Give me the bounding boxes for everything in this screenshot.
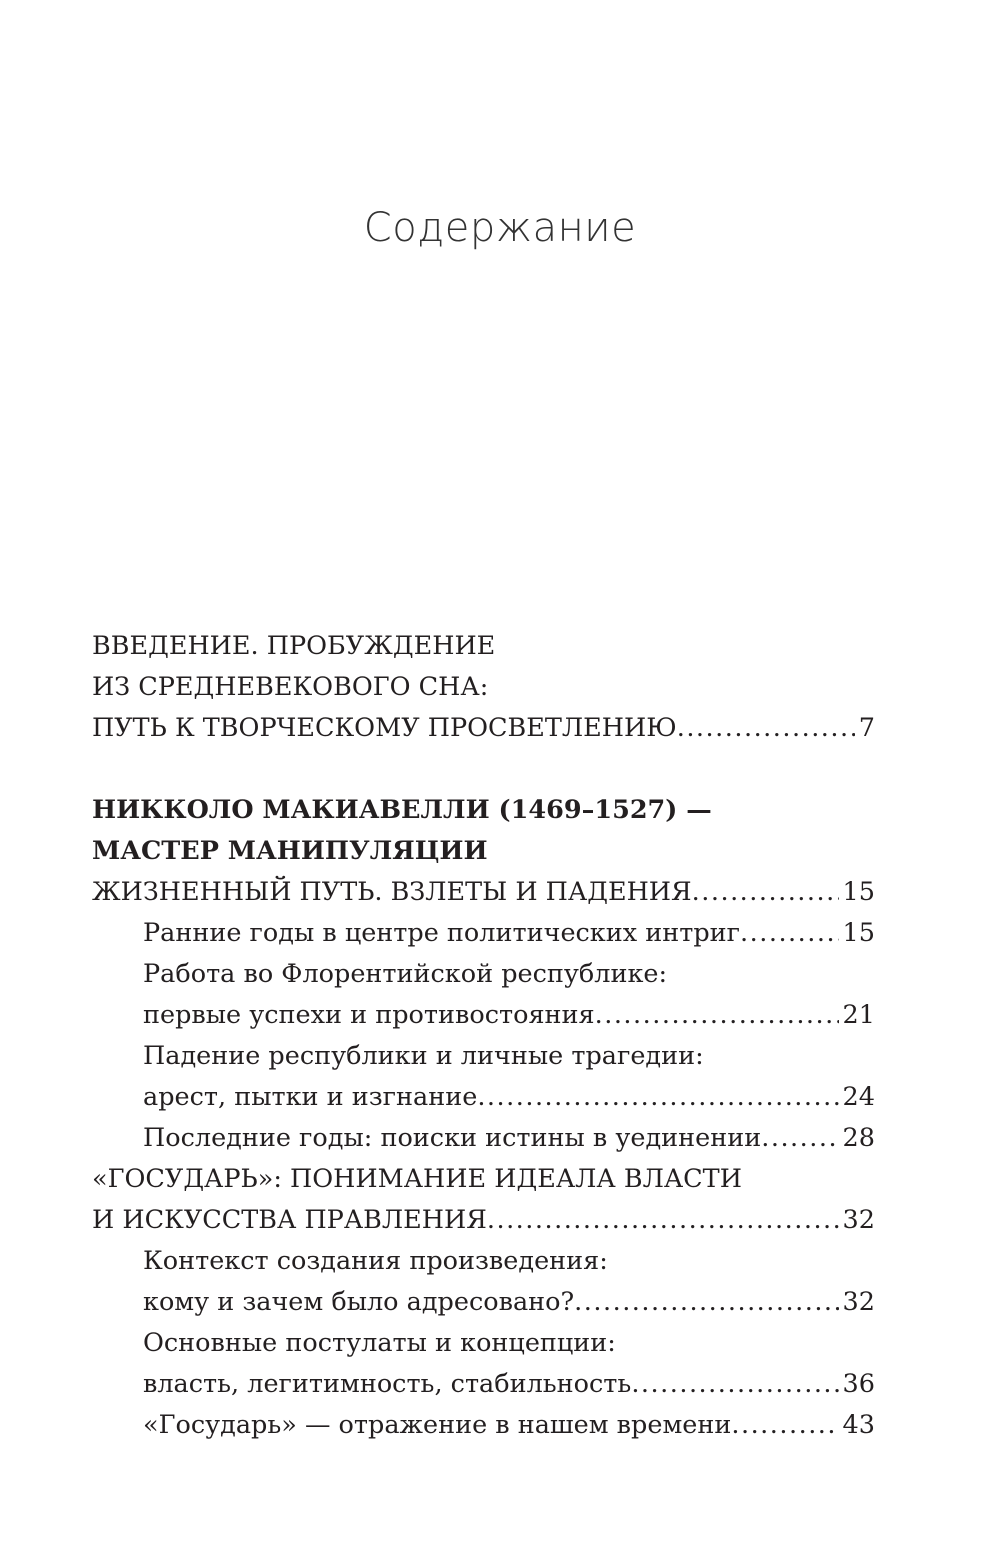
toc-entry bbox=[92, 626, 875, 667]
toc-subentry bbox=[92, 1241, 875, 1282]
toc-entry-text: первые успехи и противостояния bbox=[143, 1000, 595, 1030]
toc-entry-text: Контекст создания произведения: bbox=[143, 1246, 608, 1276]
toc-entry-text: Основные постулаты и концепции: bbox=[143, 1328, 616, 1358]
toc-subentry bbox=[92, 913, 875, 954]
toc-entry bbox=[92, 1200, 875, 1241]
dot-leader bbox=[692, 872, 839, 913]
dot-leader bbox=[761, 1118, 838, 1159]
toc-entry-text: Ранние годы в центре политических интриг bbox=[143, 918, 741, 948]
toc-entry-text: кому и зачем было адресовано? bbox=[143, 1287, 575, 1317]
toc-subentry bbox=[92, 1077, 875, 1118]
toc-entry-text: И ИСКУССТВА ПРАВЛЕНИЯ bbox=[92, 1205, 487, 1235]
toc-subentry bbox=[92, 995, 875, 1036]
dot-leader bbox=[477, 1077, 838, 1118]
section-gap bbox=[92, 749, 875, 790]
dot-leader bbox=[677, 708, 855, 749]
page-title: Содержание bbox=[363, 205, 637, 251]
table-of-contents bbox=[92, 626, 875, 1446]
dot-leader bbox=[574, 1282, 838, 1323]
toc-subentry bbox=[92, 1118, 875, 1159]
toc-entry-text: Падение республики и личные трагедии: bbox=[143, 1041, 704, 1071]
toc-entry bbox=[92, 708, 875, 749]
page-number: 28 bbox=[842, 1123, 875, 1153]
dot-leader bbox=[595, 995, 839, 1036]
page-number: 15 bbox=[842, 918, 875, 948]
toc-subentry bbox=[92, 1036, 875, 1077]
section-heading-text: МАСТЕР МАНИПУЛЯЦИИ bbox=[92, 836, 488, 866]
page-number: 32 bbox=[842, 1205, 875, 1235]
toc-entry-text: власть, легитимность, стабильность bbox=[143, 1369, 632, 1399]
toc-entry-text: арест, пытки и изгнание bbox=[143, 1082, 478, 1112]
section-heading bbox=[92, 831, 875, 872]
toc-entry-text: Работа во Флорентийской республике: bbox=[143, 959, 668, 989]
page-number: 7 bbox=[858, 713, 875, 743]
section-heading bbox=[92, 790, 875, 831]
toc-entry-text: Последние годы: поиски истины в уединении bbox=[143, 1123, 762, 1153]
toc-entry bbox=[92, 667, 875, 708]
toc-subentry bbox=[92, 1282, 875, 1323]
toc-entry-text: ВВЕДЕНИЕ. ПРОБУЖДЕНИЕ bbox=[92, 631, 496, 661]
section-heading-text: НИККОЛО МАКИАВЕЛЛИ (1469–1527) — bbox=[92, 795, 712, 825]
dot-leader bbox=[740, 913, 839, 954]
page-number: 15 bbox=[842, 877, 875, 907]
toc-entry-text: «Государь» — отражение в нашем времени bbox=[143, 1410, 732, 1440]
toc-subentry bbox=[92, 1405, 875, 1446]
page-number: 32 bbox=[842, 1287, 875, 1317]
toc-subentry bbox=[92, 1364, 875, 1405]
dot-leader bbox=[631, 1364, 838, 1405]
page-number: 21 bbox=[842, 1000, 875, 1030]
page-number: 43 bbox=[842, 1410, 875, 1440]
dot-leader bbox=[487, 1200, 839, 1241]
toc-entry-text: ПУТЬ К ТВОРЧЕСКОМУ ПРОСВЕТЛЕНИЮ bbox=[92, 713, 677, 743]
toc-entry-text: ЖИЗНЕННЫЙ ПУТЬ. ВЗЛЕТЫ И ПАДЕНИЯ bbox=[92, 877, 692, 907]
toc-entry-text: ИЗ СРЕДНЕВЕКОВОГО СНА: bbox=[92, 672, 489, 702]
toc-subentry bbox=[92, 1323, 875, 1364]
page-number: 24 bbox=[842, 1082, 875, 1112]
toc-entry-text: «ГОСУДАРЬ»: ПОНИМАНИЕ ИДЕАЛА ВЛАСТИ bbox=[92, 1164, 742, 1194]
toc-subentry bbox=[92, 954, 875, 995]
toc-entry bbox=[92, 872, 875, 913]
page-number: 36 bbox=[842, 1369, 875, 1399]
dot-leader bbox=[731, 1405, 838, 1446]
toc-entry bbox=[92, 1159, 875, 1200]
